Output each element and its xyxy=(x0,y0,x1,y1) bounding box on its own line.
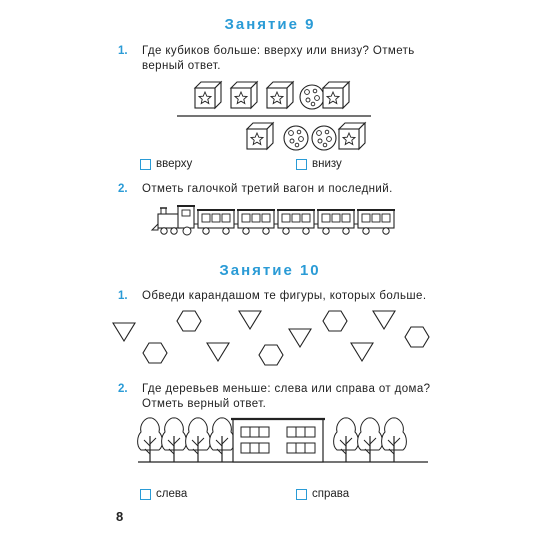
task-3-number: 1. xyxy=(118,290,128,302)
hexagon-shape xyxy=(405,327,429,347)
hexagon-shape xyxy=(177,311,201,331)
wagon-icon xyxy=(277,210,315,234)
tree-icon xyxy=(382,418,407,462)
task-4-line-2: Отметь верный ответ. xyxy=(142,398,267,410)
triangle-shape xyxy=(207,343,229,361)
locomotive-icon xyxy=(152,206,195,235)
hexagon-shape xyxy=(323,311,347,331)
house-trees-picture xyxy=(138,415,428,475)
checkbox[interactable] xyxy=(140,489,151,500)
cube-star-icon xyxy=(231,82,257,108)
task-1-line-2: верный ответ. xyxy=(142,60,221,72)
cube-star-icon xyxy=(247,123,273,149)
task-4-number: 2. xyxy=(118,383,128,395)
tree-icon xyxy=(334,418,359,462)
train-picture xyxy=(150,202,400,242)
ball-icon xyxy=(312,126,336,150)
ball-icon xyxy=(284,126,308,150)
task-2-number: 2. xyxy=(118,183,128,195)
tree-icon xyxy=(358,418,383,462)
wagon-icon xyxy=(237,210,275,234)
option-top[interactable] xyxy=(140,158,192,170)
lesson-10-title: Занятие 10 xyxy=(219,262,321,279)
triangle-shape xyxy=(351,343,373,361)
cube-star-icon xyxy=(323,82,349,108)
option-bottom-label: внизу xyxy=(312,158,342,170)
task-1-number: 1. xyxy=(118,45,128,57)
task-4-line-1: Где деревьев меньше: слева или справа от дома? xyxy=(142,383,431,395)
option-right[interactable] xyxy=(296,488,349,500)
house-icon xyxy=(231,419,325,462)
option-right-label: справа xyxy=(312,488,350,500)
wagon-icon xyxy=(357,210,395,234)
cube-star-icon xyxy=(339,123,365,149)
option-left-label: слева xyxy=(156,488,188,500)
lesson-9-title: Занятие 9 xyxy=(224,16,316,33)
hexagon-shape xyxy=(259,345,283,365)
task-1-line-1: Где кубиков больше: вверху или внизу? Отметь xyxy=(142,45,415,57)
ball-icon xyxy=(300,85,324,109)
tree-icon xyxy=(186,418,211,462)
triangle-shape xyxy=(113,323,135,341)
wagon-icon xyxy=(317,210,355,234)
cube-star-icon xyxy=(267,82,293,108)
task-4-text xyxy=(142,382,430,412)
option-left[interactable] xyxy=(140,488,187,500)
wagon-icon xyxy=(197,210,235,234)
option-bottom[interactable] xyxy=(296,158,342,170)
tree-icon xyxy=(138,418,163,462)
tree-icon xyxy=(210,418,235,462)
task-3-text: Обведи карандашом те фигуры, которых больше. xyxy=(142,290,427,302)
task-1-text xyxy=(142,44,415,74)
triangle-shape xyxy=(373,311,395,329)
page-number: 8 xyxy=(116,509,124,524)
tree-icon xyxy=(162,418,187,462)
shapes-picture xyxy=(105,305,445,375)
cubes-picture xyxy=(175,78,375,153)
triangle-shape xyxy=(239,311,261,329)
checkbox[interactable] xyxy=(140,159,151,170)
cube-star-icon xyxy=(195,82,221,108)
hexagon-shape xyxy=(143,343,167,363)
checkbox[interactable] xyxy=(296,159,307,170)
triangle-shape xyxy=(289,329,311,347)
task-2-text: Отметь галочкой третий вагон и последний. xyxy=(142,183,393,195)
checkbox[interactable] xyxy=(296,489,307,500)
option-top-label: вверху xyxy=(156,158,193,170)
